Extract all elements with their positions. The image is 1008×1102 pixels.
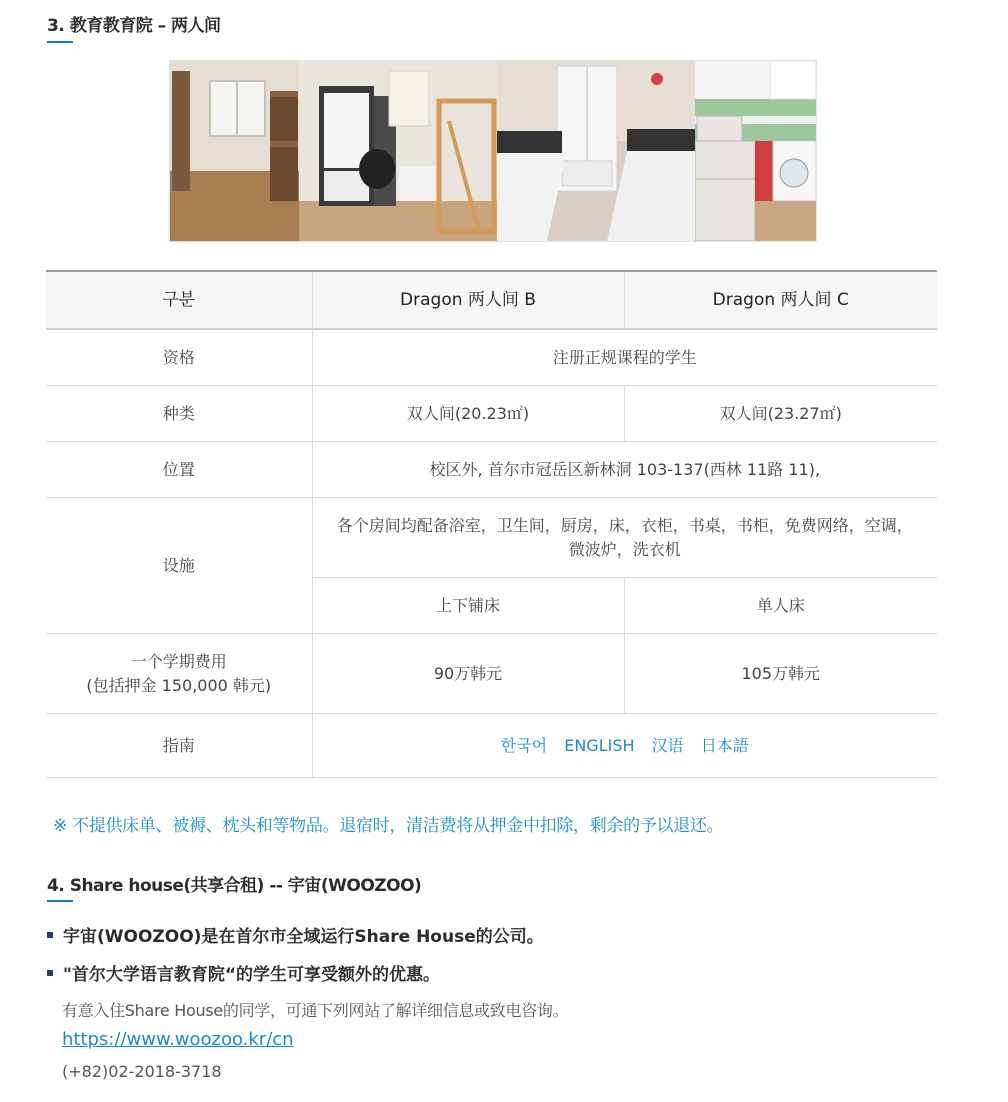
table-row bbox=[46, 329, 937, 386]
row-label-qualification: 资格 bbox=[46, 329, 312, 386]
guide-link-english[interactable]: ENGLISH bbox=[564, 735, 635, 755]
phone-number: (+82)02-2018-3718 bbox=[62, 1062, 222, 1081]
facilities-value: 各个房间均配备浴室，卫生间，厨房，床，衣柜，书桌，书柜，免费网络，空调，微波炉，洗衣机 bbox=[312, 498, 937, 578]
table-row bbox=[46, 634, 937, 714]
woozoo-link[interactable]: https://www.woozoo.kr/cn bbox=[62, 1029, 294, 1050]
bed-type-b: 上下铺床 bbox=[312, 578, 624, 634]
guide-link-chinese[interactable]: 汉语 bbox=[651, 735, 684, 755]
bullet-item bbox=[47, 922, 544, 947]
section-3-underline bbox=[47, 41, 73, 43]
table-row bbox=[46, 498, 937, 578]
table-row bbox=[46, 442, 937, 498]
row-label-facilities: 设施 bbox=[46, 498, 312, 634]
guide-links bbox=[312, 714, 937, 778]
bullet-square-icon bbox=[47, 932, 53, 938]
header-category: 구분 bbox=[46, 271, 312, 329]
bed-type-c: 单人床 bbox=[624, 578, 937, 634]
row-label-guide: 指南 bbox=[46, 714, 312, 778]
room-photo-strip bbox=[169, 60, 817, 242]
section-4-underline bbox=[47, 900, 73, 902]
bullet-text-2: "首尔大学语言教育院“的学生可享受额外的优惠。 bbox=[63, 965, 441, 985]
section-3-title: 3. 教育教育院 – 两人间 bbox=[47, 16, 221, 36]
header-room-c: Dragon 两人间 C bbox=[624, 271, 937, 329]
bullet-text-1: 宇宙(WOOZOO)是在首尔市全域运行Share House的公司。 bbox=[63, 927, 544, 947]
fee-value-c: 105万韩元 bbox=[624, 634, 937, 714]
room-photo-3 bbox=[497, 61, 695, 241]
room-info-table bbox=[46, 270, 937, 778]
table-header-row bbox=[46, 271, 937, 329]
bullet-square-icon bbox=[47, 970, 53, 976]
fee-label-line2: (包括押金 150,000 韩元) bbox=[86, 675, 272, 695]
fee-value-b: 90万韩元 bbox=[312, 634, 624, 714]
bedding-note: ※ 不提供床单、被褥、枕头和等物品。退宿时，清洁费将从押金中扣除，剩余的予以退还。 bbox=[53, 816, 724, 836]
location-value: 校区外, 首尔市冠岳区新林洞 103-137(西林 11路 11), bbox=[312, 442, 937, 498]
header-room-b: Dragon 两人间 B bbox=[312, 271, 624, 329]
room-photo-1 bbox=[170, 61, 299, 241]
room-photo-4 bbox=[695, 61, 816, 241]
type-value-c: 双人间(23.27㎡) bbox=[624, 386, 937, 442]
guide-link-korean[interactable]: 한국어 bbox=[500, 735, 548, 755]
row-label-type: 种类 bbox=[46, 386, 312, 442]
type-value-b: 双人间(20.23㎡) bbox=[312, 386, 624, 442]
share-house-info: 有意入住Share House的同学，可通下列网站了解详细信息或致电咨询。 bbox=[62, 1001, 569, 1020]
row-label-fee bbox=[46, 634, 312, 714]
table-row bbox=[46, 714, 937, 778]
table-row bbox=[46, 386, 937, 442]
guide-link-japanese[interactable]: 日本語 bbox=[700, 735, 749, 755]
row-label-location: 位置 bbox=[46, 442, 312, 498]
room-photo-2 bbox=[299, 61, 497, 241]
fee-label-line1: 一个学期费用 bbox=[130, 651, 227, 671]
bullet-item bbox=[47, 960, 440, 985]
section-4-title: 4. Share house(共享合租) -- 宇宙(WOOZOO) bbox=[47, 876, 422, 896]
qualification-value: 注册正规课程的学生 bbox=[312, 329, 937, 386]
